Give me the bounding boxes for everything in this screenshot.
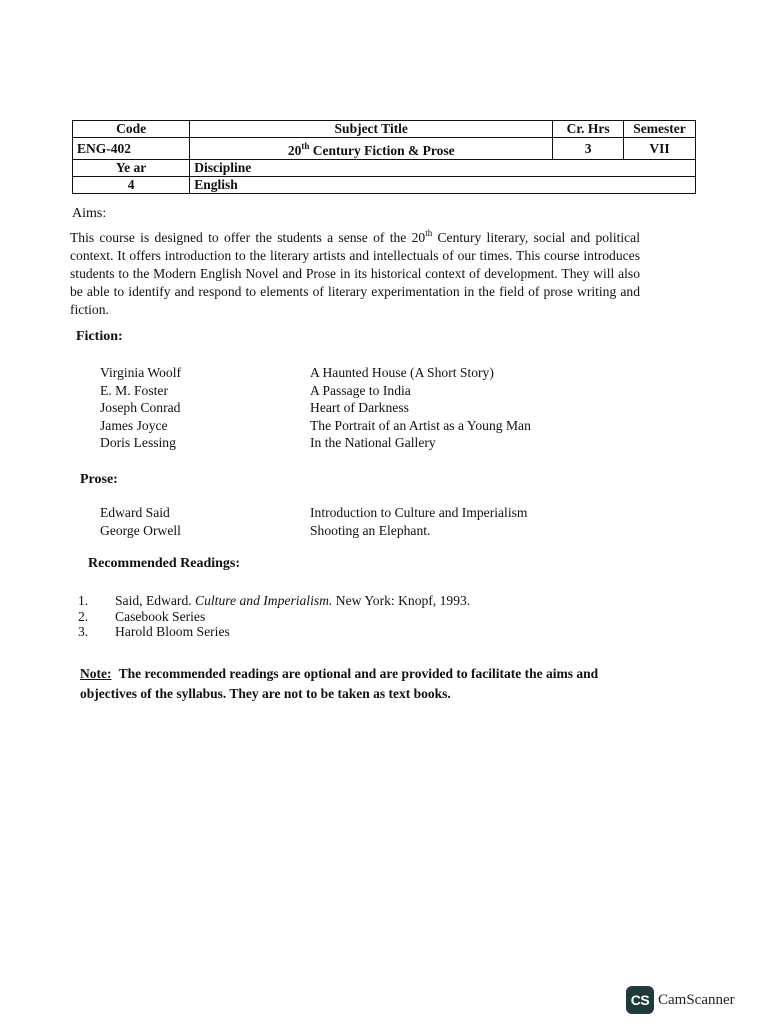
camscanner-logo-icon: CS [626, 986, 654, 1014]
year-value: 4 [73, 177, 190, 194]
list-item [78, 609, 470, 625]
work-title: Shooting an Elephant. [310, 522, 431, 538]
subject-title-number: 20 [287, 143, 302, 158]
list-item [100, 522, 600, 540]
author: James Joyce [100, 417, 168, 433]
author: Virginia Woolf [100, 365, 182, 380]
aims-paragraph [70, 224, 640, 319]
table-row [73, 160, 696, 177]
work-title: Introduction to Culture and Imperialism [310, 505, 528, 520]
subject-title-rest: Century Fiction & Prose [309, 143, 455, 158]
list-item [100, 364, 600, 382]
semester-header: Semester [624, 121, 696, 138]
list-item [100, 504, 600, 522]
subject-title-header: Subject Title [190, 121, 553, 138]
list-number: 1. [78, 593, 89, 608]
note-label: Note: [80, 666, 112, 681]
code-header: Code [73, 121, 190, 138]
list-item [100, 417, 600, 435]
list-item [100, 434, 600, 452]
list-item [78, 593, 470, 609]
aims-text-suffix: th [425, 228, 433, 238]
course-code: ENG-402 [73, 138, 190, 160]
subject-title [190, 138, 553, 160]
year-header: Ye ar [73, 160, 190, 177]
table-row [73, 177, 696, 194]
readings-list [78, 593, 470, 640]
subject-title-suffix: th [301, 141, 310, 151]
list-item [100, 399, 600, 417]
work-title: Heart of Darkness [310, 400, 409, 415]
reading-author: Said, Edward. [115, 593, 196, 608]
aims-heading: Aims: [72, 206, 107, 221]
list-item [78, 624, 470, 640]
reading-book-title: Culture and Imperialism. [195, 593, 333, 608]
list-item [100, 382, 600, 400]
course-info-table [72, 120, 696, 194]
discipline-value: English [190, 177, 696, 194]
author: E. M. Foster [100, 382, 168, 398]
recommended-readings-heading: Recommended Readings: [88, 556, 241, 571]
author: Edward Said [100, 505, 170, 520]
fiction-heading: Fiction: [76, 329, 123, 344]
discipline-header: Discipline [190, 160, 696, 177]
prose-list [100, 504, 600, 539]
aims-text-part1: This course is designed to offer the students a sense of the 20 [70, 230, 426, 245]
work-title: The Portrait of an Artist as a Young Man [310, 417, 531, 433]
semester: VII [624, 138, 696, 160]
aims-text-part2: Century literary, social and political context. It offers introduction to the literary artists and intellectuals of our times. This course introduces students to the Modern English Novel and Prose in its historical context of development. They will also be able to identify and respond to elements of literary experimentation in the field of prose writing and fiction. [70, 230, 640, 317]
prose-heading: Prose: [80, 472, 118, 487]
reading-publisher: New York: Knopf, 1993. [332, 593, 471, 608]
reading-entry: Casebook Series [115, 608, 206, 624]
list-number: 3. [78, 624, 89, 639]
work-title: A Passage to India [310, 382, 411, 398]
author: George Orwell [100, 522, 181, 538]
work-title: A Haunted House (A Short Story) [310, 365, 494, 380]
table-row [73, 138, 696, 160]
reading-entry: Harold Bloom Series [115, 624, 230, 639]
credit-hours-header: Cr. Hrs [553, 121, 624, 138]
credit-hours: 3 [553, 138, 624, 160]
author: Doris Lessing [100, 435, 176, 450]
camscanner-text: CamScanner [658, 991, 735, 1008]
camscanner-watermark [626, 986, 735, 1014]
work-title: In the National Gallery [310, 435, 436, 450]
reading-entry [115, 593, 470, 609]
fiction-list [100, 364, 600, 452]
note-block [80, 664, 650, 704]
table-header-row [73, 121, 696, 138]
list-number: 2. [78, 608, 89, 624]
note-text: The recommended readings are optional and are provided to facilitate the aims and objectives of the syllabus. They are not to be taken as text books. [80, 666, 599, 701]
author: Joseph Conrad [100, 400, 181, 415]
